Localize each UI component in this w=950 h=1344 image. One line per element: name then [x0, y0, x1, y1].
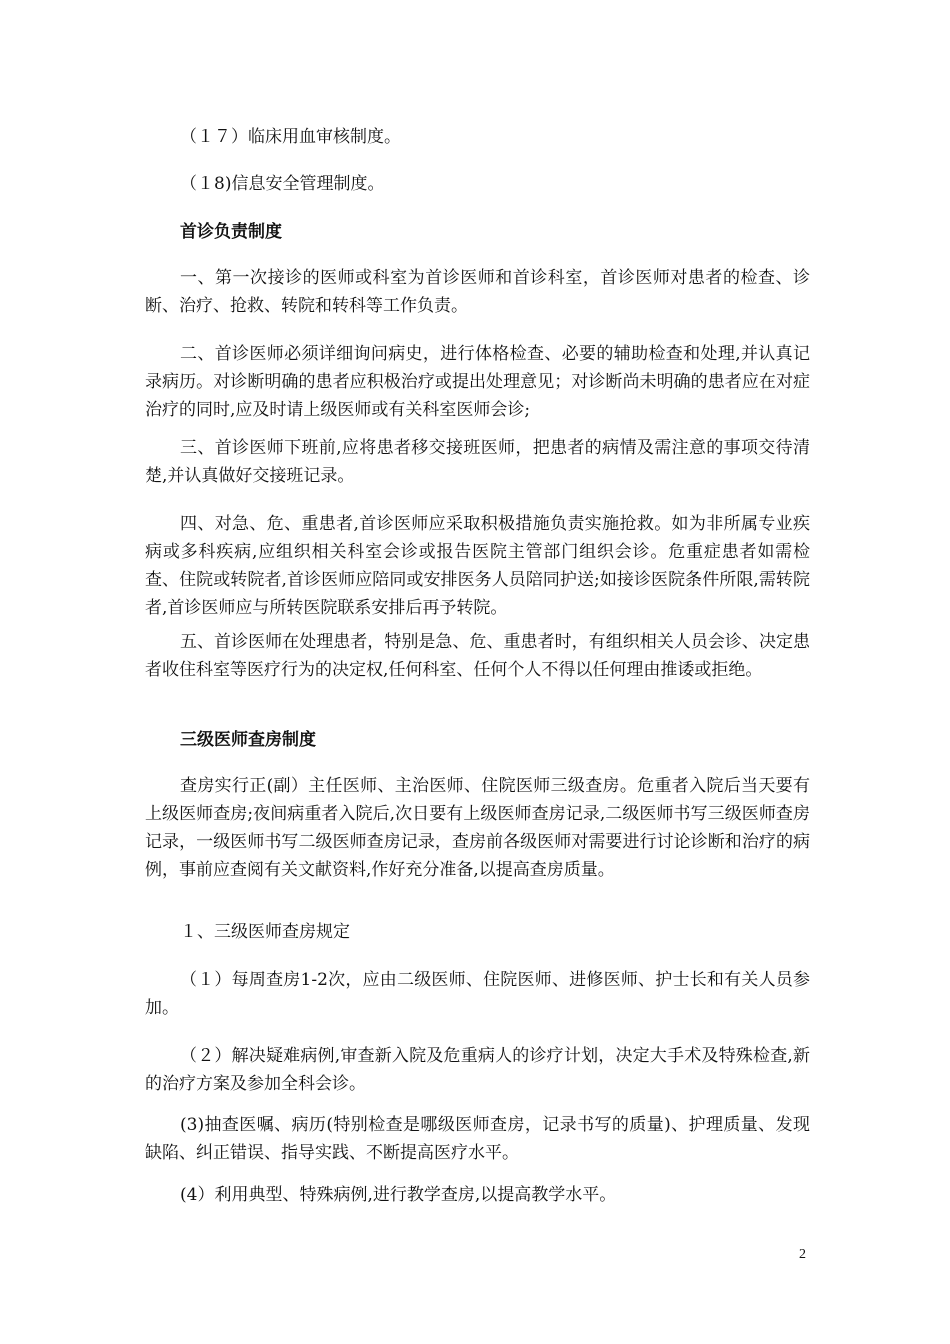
paragraph-ward-rounds-rule-3: (3)抽查医嘱、病历(特别检查是哪级医师查房，记录书写的质量)、护理质量、发现缺陷、纠正错误、指导实践、不断提高医疗水平。 [145, 1115, 810, 1163]
paragraph-item-17: （１７）临床用血审核制度。 [180, 127, 401, 147]
section-heading-first-visit: 首诊负责制度 [180, 222, 282, 242]
paragraph-first-visit-2: 二、首诊医师必须详细询问病史，进行体格检查、必要的辅助检查和处理,并认真记录病历。对诊断明确的患者应积极治疗或提出处理意见；对诊断尚未明确的患者应在对症治疗的同时,应及时请上级医师或有关科室医师会诊; [145, 344, 810, 420]
paragraph-first-visit-1: 一、第一次接诊的医师或科室为首诊医师和首诊科室，首诊医师对患者的检查、诊断、治疗、抢救、转院和转科等工作负责。 [145, 268, 810, 316]
paragraph-first-visit-5: 五、首诊医师在处理患者，特别是急、危、重患者时，有组织相关人员会诊、决定患者收住科室等医疗行为的决定权,任何科室、任何个人不得以任何理由推诿或拒绝。 [145, 632, 810, 680]
section-heading-ward-rounds: 三级医师查房制度 [180, 730, 316, 750]
page-number: 2 [799, 1247, 806, 1262]
paragraph-item-18: （１8)信息安全管理制度。 [180, 174, 385, 194]
paragraph-ward-rounds-rule-4: (4）利用典型、特殊病例,进行教学查房,以提高教学水平。 [180, 1185, 617, 1205]
paragraph-first-visit-4: 四、对急、危、重患者,首诊医师应采取积极措施负责实施抢救。如为非所属专业疾病或多科疾病,应组织相关科室会诊或报告医院主管部门组织会诊。危重症患者如需检查、住院或转院者,首诊医师应陪同或安排医务人员陪同护送;如接诊医院条件所限,需转院者,首诊医师应与所转医院联系安排后再予转院。 [145, 514, 810, 618]
paragraph-ward-rounds-rule-2: （２）解决疑难病例,审查新入院及危重病人的诊疗计划，决定大手术及特殊检查,新的治疗方案及参加全科会诊。 [145, 1046, 810, 1094]
paragraph-ward-rounds-intro: 查房实行正(副）主任医师、主治医师、住院医师三级查房。危重者入院后当天要有上级医师查房;夜间病重者入院后,次日要有上级医师查房记录,二级医师书写三级医师查房记录，一级医师书写二级医师查房记录，查房前各级医师对需要进行讨论诊断和治疗的病例，事前应查阅有关文献资料,作好充分准备,以提高查房质量。 [145, 776, 810, 880]
paragraph-ward-rounds-rule-1: （１）每周查房1-2次，应由二级医师、住院医师、进修医师、护士长和有关人员参加。 [145, 970, 810, 1018]
paragraph-ward-rounds-rule-title: １、三级医师查房规定 [180, 922, 350, 942]
paragraph-first-visit-3: 三、首诊医师下班前,应将患者移交接班医师，把患者的病情及需注意的事项交待清楚,并认真做好交接班记录。 [145, 438, 810, 486]
